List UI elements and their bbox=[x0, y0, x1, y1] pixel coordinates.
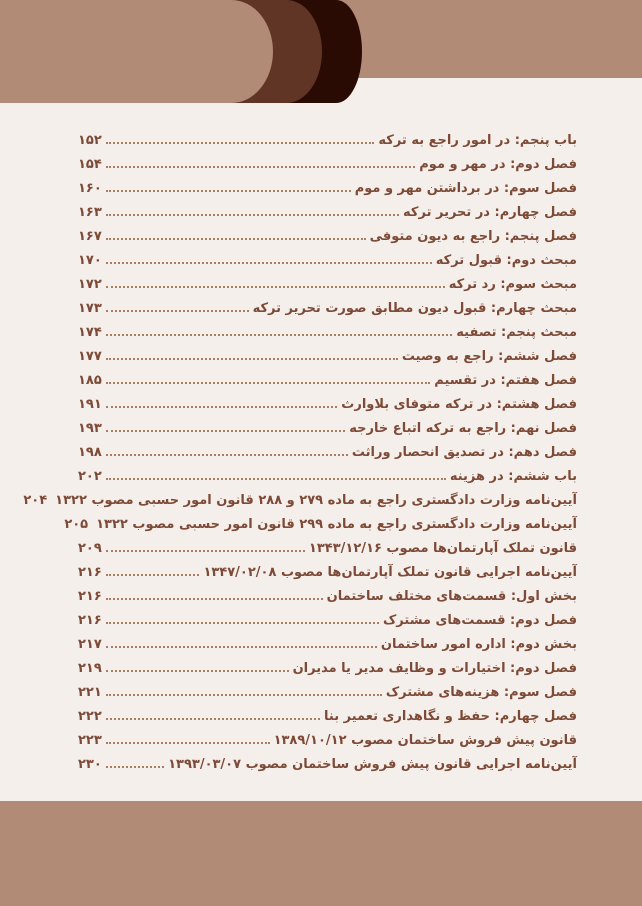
toc-dotted-leader bbox=[106, 352, 398, 360]
toc-dotted-leader bbox=[106, 256, 432, 264]
toc-page-number: ۲۰۹ bbox=[78, 540, 102, 556]
toc-row bbox=[78, 584, 577, 608]
toc-dotted-leader bbox=[106, 688, 382, 696]
toc-row bbox=[78, 464, 577, 488]
toc-dotted-leader bbox=[106, 592, 323, 600]
toc-row bbox=[78, 752, 577, 776]
toc-row bbox=[78, 680, 577, 704]
toc-dotted-leader bbox=[106, 232, 366, 240]
toc-entry-title: فصل چهارم: حفظ و نگاهداری تعمیر بنا bbox=[324, 708, 577, 724]
toc-page-number: ۱۷۰ bbox=[78, 252, 102, 268]
toc-row bbox=[78, 440, 577, 464]
toc-row bbox=[78, 248, 577, 272]
toc-row bbox=[78, 392, 577, 416]
toc-entry-title: قانون تملک آپارتمان‌ها مصوب ۱۳۴۳/۱۲/۱۶ bbox=[308, 540, 577, 556]
toc-page-number: ۱۶۰ bbox=[78, 180, 102, 196]
toc-page-number: ۲۱۷ bbox=[78, 636, 102, 652]
toc-dotted-leader bbox=[106, 736, 270, 744]
toc-dotted-leader bbox=[106, 208, 399, 216]
toc-page-number: ۲۲۱ bbox=[78, 684, 102, 700]
toc-entry-title: فصل نهم: راجع به ترکه اتباع خارجه bbox=[349, 420, 577, 436]
toc-row bbox=[78, 536, 577, 560]
toc-page-number: ۲۱۶ bbox=[78, 612, 102, 628]
toc-entry-title: فصل هفتم: در تقسیم bbox=[434, 372, 577, 388]
toc-row bbox=[78, 200, 577, 224]
toc-entry-title: فصل دوم: قسمت‌های مشترک bbox=[383, 612, 577, 628]
toc-dotted-leader bbox=[106, 184, 351, 192]
toc-row bbox=[78, 152, 577, 176]
toc-entry-title: بخش دوم: اداره امور ساختمان bbox=[380, 636, 577, 652]
toc-page-number: ۱۵۴ bbox=[78, 156, 102, 172]
toc-row bbox=[78, 272, 577, 296]
toc-dotted-leader bbox=[106, 424, 345, 432]
toc-page-number: ۱۷۷ bbox=[78, 348, 102, 364]
toc-entry-title: باب پنجم: در امور راجع به ترکه bbox=[378, 132, 577, 148]
toc-dotted-leader bbox=[106, 616, 379, 624]
header-arc-light bbox=[0, 0, 273, 103]
toc-page-number: ۱۷۲ bbox=[78, 276, 102, 292]
toc-page-number: ۲۰۲ bbox=[78, 468, 102, 484]
toc-page-number: ۱۹۳ bbox=[78, 420, 102, 436]
toc-dotted-leader bbox=[106, 448, 348, 456]
toc-dotted-leader bbox=[106, 400, 337, 408]
toc-page-number: ۱۵۲ bbox=[78, 132, 102, 148]
toc-entry-title: فصل دهم: در تصدیق انحصار وراثت bbox=[351, 444, 577, 460]
toc-dotted-leader bbox=[106, 568, 200, 576]
toc-row bbox=[78, 320, 577, 344]
footer-band bbox=[0, 801, 642, 906]
toc-row bbox=[23, 488, 577, 512]
toc-dotted-leader bbox=[106, 280, 445, 288]
toc-entry-title: فصل سوم: هزینه‌های مشترک bbox=[385, 684, 577, 700]
toc-dotted-leader bbox=[106, 304, 249, 312]
toc-page-number: ۱۷۴ bbox=[78, 324, 102, 340]
toc-entry-title: مبحث چهارم: قبول دیون مطابق صورت تحریر ترکه bbox=[252, 300, 577, 316]
toc-entry-title: فصل دوم: در مهر و موم bbox=[419, 156, 577, 172]
toc-row bbox=[78, 728, 577, 752]
toc-page-number: ۱۶۳ bbox=[78, 204, 102, 220]
toc-entry-title: فصل پنجم: راجع به دیون متوفی bbox=[369, 228, 577, 244]
toc-page-number: ۱۸۵ bbox=[78, 372, 102, 388]
toc-dotted-leader bbox=[106, 760, 164, 768]
toc-row bbox=[78, 704, 577, 728]
toc-entry-title: آیین‌نامه وزارت دادگستری راجع به ماده ۲۹۹ قانون امور حسبی مصوب ۱۳۲۲ bbox=[96, 516, 577, 532]
toc-entry-title: آیین‌نامه وزارت دادگستری راجع به ماده ۲۷۹ و ۲۸۸ قانون امور حسبی مصوب ۱۳۲۲ bbox=[55, 492, 577, 508]
toc-page-number: ۲۲۳ bbox=[78, 732, 102, 748]
toc-entry-title: فصل سوم: در برداشتن مهر و موم bbox=[354, 180, 577, 196]
toc-entry-title: قانون پیش فروش ساختمان مصوب ۱۳۸۹/۱۰/۱۲ bbox=[273, 732, 577, 748]
toc-row bbox=[78, 632, 577, 656]
toc-row bbox=[78, 176, 577, 200]
toc-page-number: ۲۲۲ bbox=[78, 708, 102, 724]
toc-page-number: ۲۱۶ bbox=[78, 564, 102, 580]
toc-row bbox=[78, 656, 577, 680]
toc-entry-title: فصل چهارم: در تحریر ترکه bbox=[403, 204, 577, 220]
toc-entry-title: مبحث سوم: رد ترکه bbox=[448, 276, 577, 292]
toc-dotted-leader bbox=[106, 376, 430, 384]
toc-row bbox=[78, 560, 577, 584]
toc-entry-title: آیین‌نامه اجرایی قانون تملک آپارتمان‌ها مصوب ۱۳۴۷/۰۲/۰۸ bbox=[203, 564, 577, 580]
toc-dotted-leader bbox=[106, 136, 375, 144]
toc-page-number: ۲۰۵ bbox=[64, 516, 89, 532]
toc-row bbox=[78, 608, 577, 632]
toc-page-number: ۲۱۹ bbox=[78, 660, 102, 676]
toc-dotted-leader bbox=[106, 664, 289, 672]
toc-dotted-leader bbox=[106, 640, 377, 648]
toc-page-number: ۲۳۰ bbox=[78, 756, 102, 772]
toc-page-number: ۱۹۱ bbox=[78, 396, 102, 412]
toc-entry-title: بخش اول: قسمت‌های مختلف ساختمان bbox=[326, 588, 577, 604]
toc-dotted-leader bbox=[106, 472, 446, 480]
toc-page-number: ۱۷۳ bbox=[78, 300, 102, 316]
toc-dotted-leader bbox=[106, 328, 452, 336]
toc-row bbox=[78, 296, 577, 320]
toc-row bbox=[78, 416, 577, 440]
toc-dotted-leader bbox=[106, 160, 415, 168]
toc-entry-title: مبحث دوم: قبول ترکه bbox=[435, 252, 577, 268]
toc-entry-title: آیین‌نامه اجرایی قانون پیش فروش ساختمان مصوب ۱۳۹۳/۰۳/۰۷ bbox=[168, 756, 577, 772]
toc-page-number: ۱۶۷ bbox=[78, 228, 102, 244]
toc-row bbox=[78, 344, 577, 368]
toc-dotted-leader bbox=[106, 712, 320, 720]
toc-entry-title: باب ششم: در هزینه bbox=[449, 468, 577, 484]
toc-row bbox=[78, 128, 577, 152]
toc-entry-title: فصل دوم: اختیارات و وظایف مدیر یا مدیران bbox=[292, 660, 577, 676]
toc-page-number: ۱۹۸ bbox=[78, 444, 102, 460]
toc-entry-title: مبحث پنجم: تصفیه bbox=[456, 324, 577, 340]
toc-row bbox=[64, 512, 577, 536]
toc-page-number: ۲۱۶ bbox=[78, 588, 102, 604]
toc-row bbox=[78, 224, 577, 248]
toc-page-number: ۲۰۴ bbox=[23, 492, 48, 508]
toc-entry-title: فصل ششم: راجع به وصیت bbox=[401, 348, 577, 364]
toc-list bbox=[23, 128, 577, 776]
toc-row bbox=[78, 368, 577, 392]
toc-dotted-leader bbox=[106, 544, 305, 552]
toc-entry-title: فصل هشتم: در ترکه متوفای بلاوارث bbox=[341, 396, 577, 412]
